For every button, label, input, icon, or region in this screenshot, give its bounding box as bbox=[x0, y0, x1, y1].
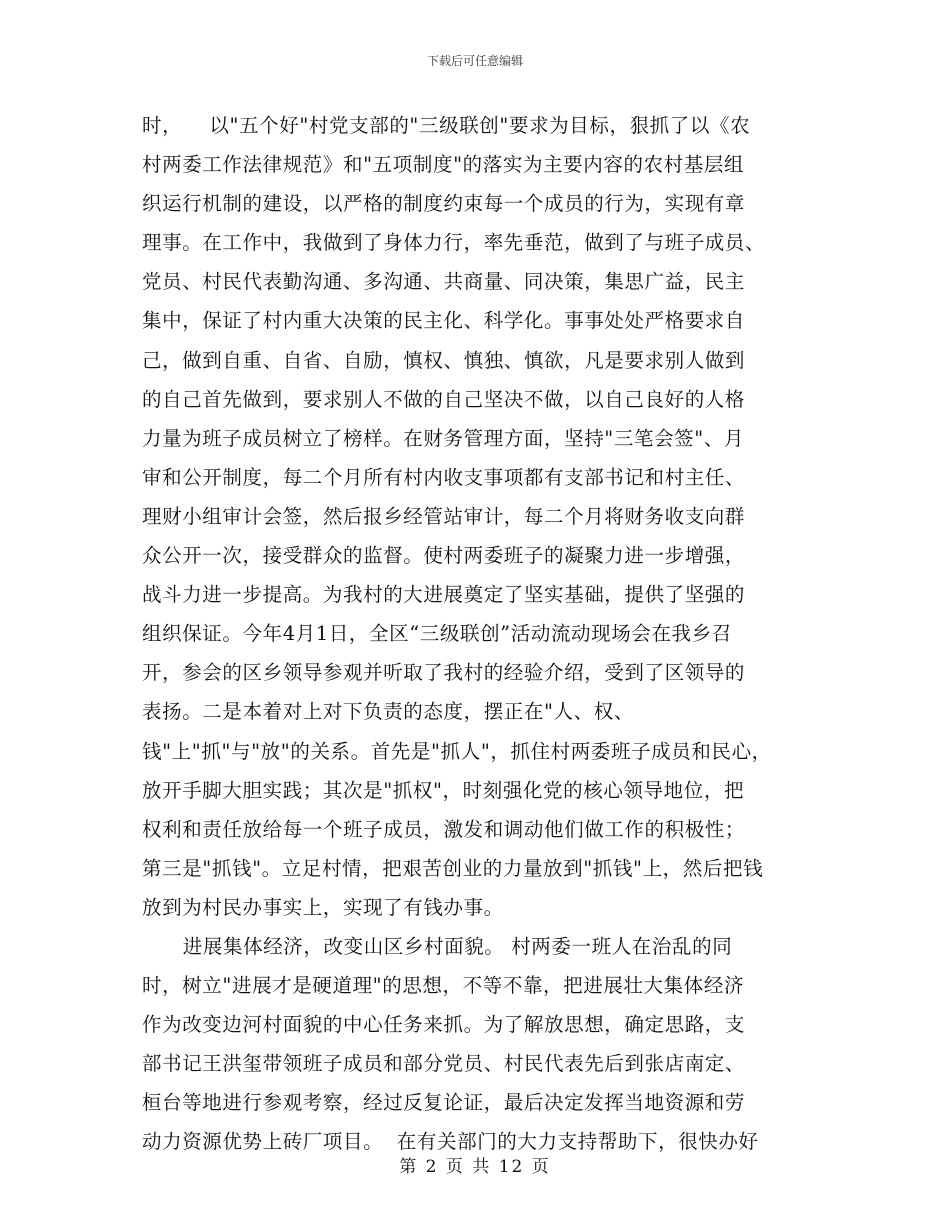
text-line: 众公开一次，接受群众的监督。使村两委班子的凝聚力进一步增强， bbox=[142, 544, 746, 568]
text-line: 进展集体经济，改变山区乡村面貌。 村两委一班人在治乱的同 bbox=[142, 934, 733, 958]
text-line: 钱"上"抓"与"放"的关系。首先是"抓人"，抓住村两委班子成员和民心， bbox=[142, 739, 772, 763]
text-line: 战斗力进一步提高。为我村的大进展奠定了坚实基础，提供了坚强的 bbox=[142, 583, 746, 607]
document-body bbox=[142, 106, 812, 1162]
text-line: 第三是"抓钱"。立足村情，把艰苦创业的力量放到"抓钱"上，然后把钱 bbox=[142, 856, 764, 880]
text-line: 力量为班子成员树立了榜样。在财务管理方面，坚持"三笔会签"、月 bbox=[142, 426, 745, 450]
text-line: 村两委工作法律规范》和"五项制度"的落实为主要内容的农村基层组 bbox=[142, 153, 745, 177]
text-line: 权利和责任放给每一个班子成员，激发和调动他们做工作的积极性； bbox=[142, 817, 746, 841]
page-footer: 第 2 页 共 12 页 bbox=[399, 1157, 551, 1177]
text-line: 组织保证。今年4月1日，全区“三级联创”活动流动现场会在我乡召 bbox=[142, 622, 732, 646]
text-line: 放到为村民办事实上，实现了有钱办事。 bbox=[142, 895, 504, 919]
text-line: 作为改变边河村面貌的中心任务来抓。为了解放思想，确定思路，支 bbox=[142, 1013, 746, 1037]
text-line: 部书记王洪玺带领班子成员和部分党员、村民代表先后到张店南定、 bbox=[142, 1052, 746, 1076]
text-line: 织运行机制的建设，以严格的制度约束每一个成员的行为，实现有章 bbox=[142, 192, 746, 216]
text-line: 集中，保证了村内重大决策的民主化、科学化。事事处处严格要求自 bbox=[142, 309, 746, 333]
text-line: 党员、村民代表勤沟通、多沟通、共商量、同决策，集思广益，民主 bbox=[142, 270, 746, 294]
text-line: 开，参会的区乡领导参观并听取了我村的经验介绍，受到了区领导的 bbox=[142, 661, 746, 685]
text-line: 理财小组审计会签，然后报乡经管站审计，每二个月将财务收支向群 bbox=[142, 504, 746, 528]
text-line: 理事。在工作中，我做到了身体力行，率先垂范，做到了与班子成员、 bbox=[142, 231, 766, 255]
text-line: 时， 以"五个好"村党支部的"三级联创"要求为目标，狠抓了以《农 bbox=[142, 114, 751, 137]
text-line: 桓台等地进行参观考察，经过反复论证，最后决定发挥当地资源和劳 bbox=[142, 1091, 746, 1115]
page-header: 下载后可任意编辑 bbox=[426, 54, 523, 68]
text-line: 审和公开制度，每二个月所有村内收支事项都有支部书记和村主任、 bbox=[142, 465, 746, 489]
text-line: 动力资源优势上砖厂项目。 在有关部门的大力支持帮助下，很快办好 bbox=[142, 1130, 759, 1154]
text-line: 己，做到自重、自省、自励，慎权、慎独、慎欲，凡是要求别人做到 bbox=[142, 348, 746, 372]
text-line: 的自己首先做到，要求别人不做的自己坚决不做，以自己良好的人格 bbox=[142, 387, 746, 411]
text-line: 表扬。二是本着对上对下负责的态度，摆正在"人、权、 bbox=[142, 700, 634, 724]
text-line: 时，树立"进展才是硬道理"的思想，不等不靠，把进展壮大集体经济 bbox=[142, 974, 745, 998]
text-line: 放开手脚大胆实践；其次是"抓权"，时刻强化党的核心领导地位，把 bbox=[142, 778, 745, 802]
